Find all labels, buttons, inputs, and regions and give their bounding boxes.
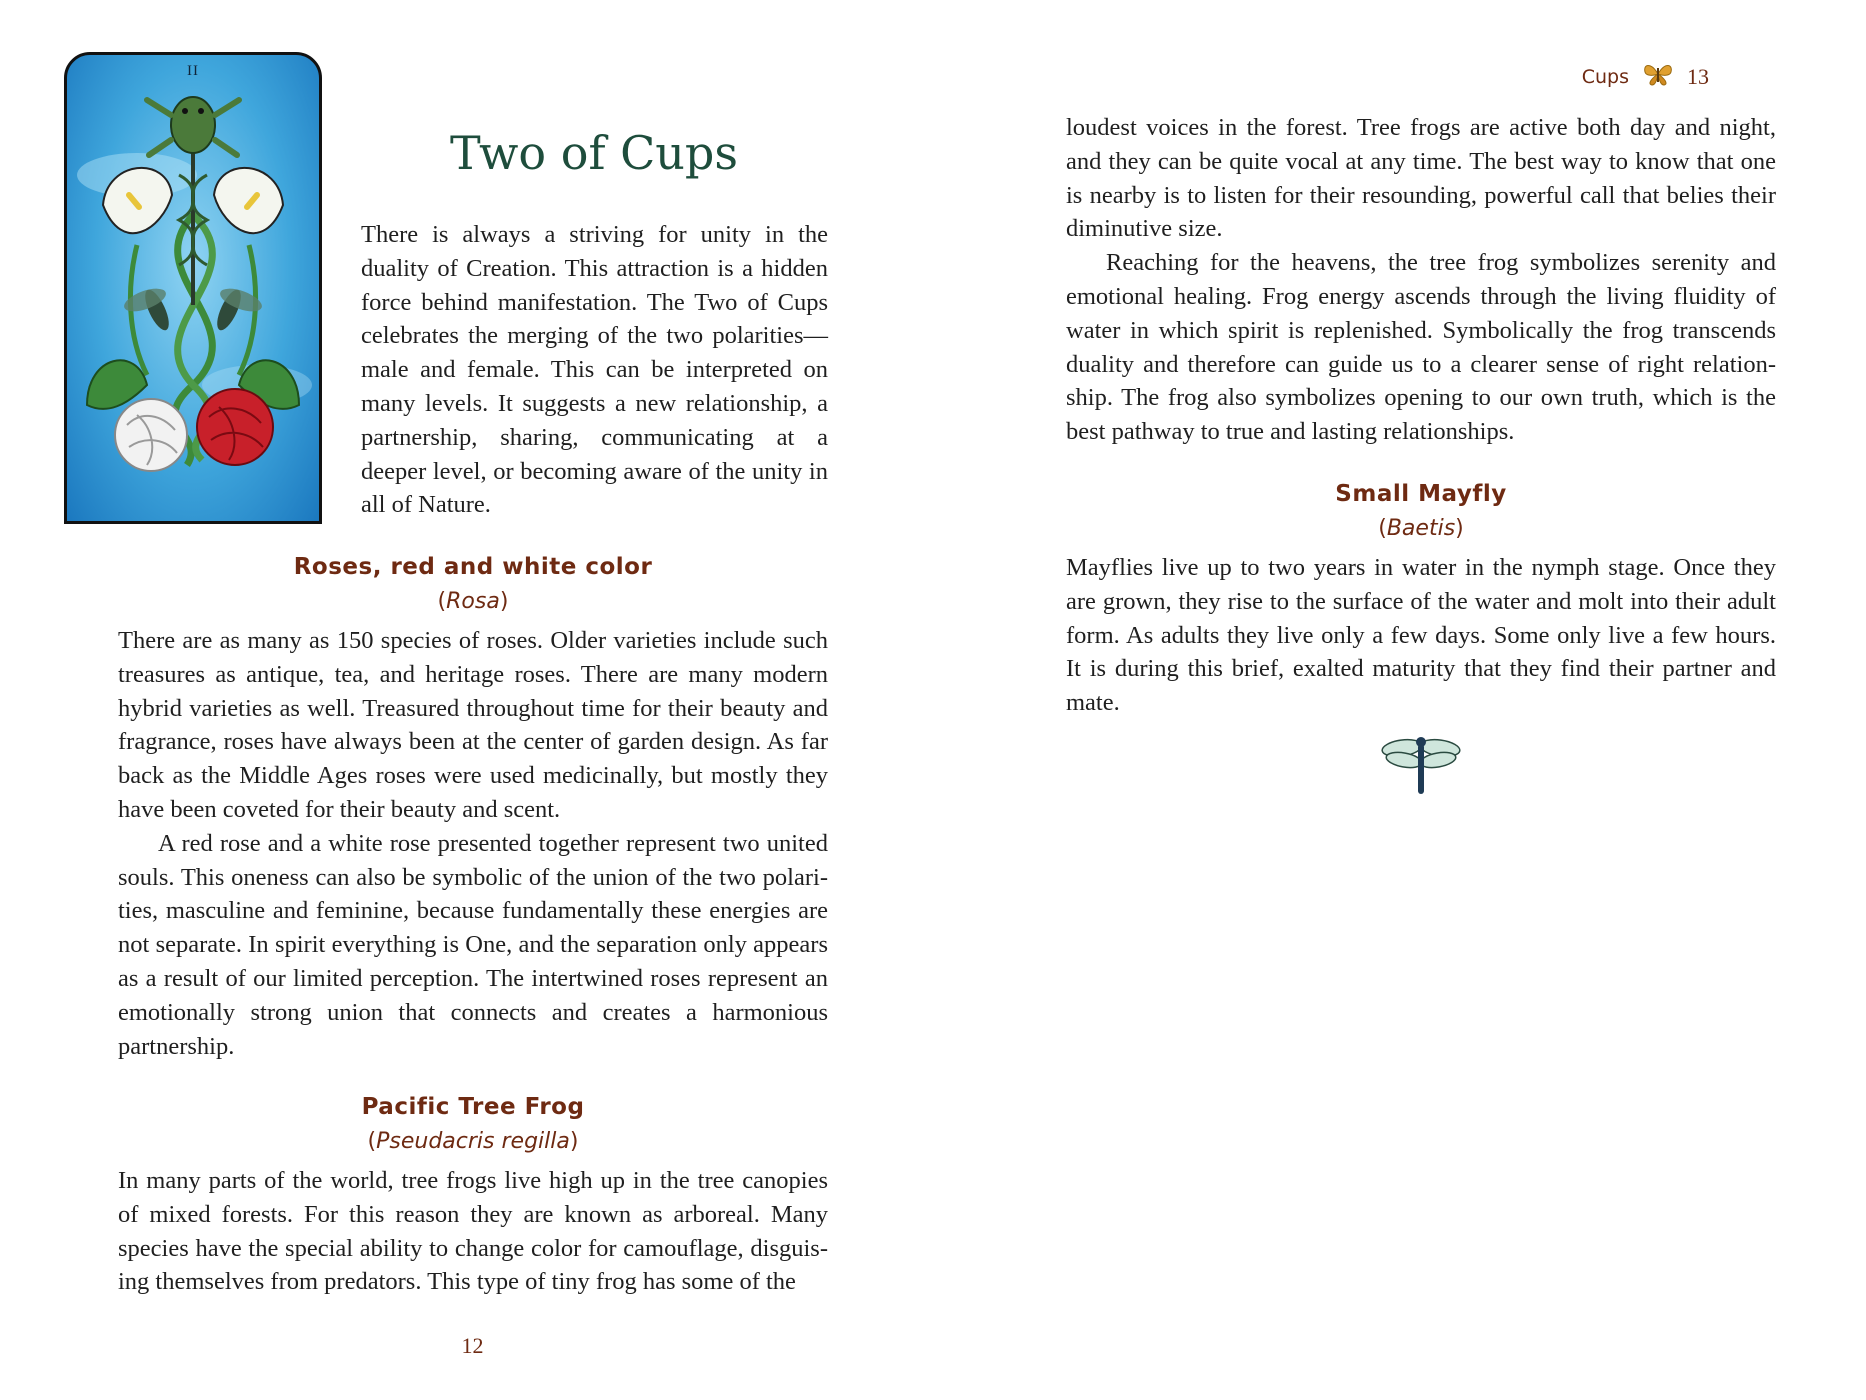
- running-head-section: Cups: [1581, 65, 1629, 88]
- roses-paragraph-2: A red rose and a white rose presented together represent two united souls. This oneness can also be symbolic of the union of the two polarities, masculine and feminine, because fundamentally these energies are not separate. In spirit everything is One, and the separation only appears as a result of our limited perception. The intertwined roses represent an emotionally strong union that connects and creates a harmonious partnership.: [118, 829, 828, 1060]
- right-page: [933, 0, 1866, 1400]
- running-head: [1582, 62, 1709, 91]
- latin-name: Baetis: [1386, 516, 1456, 541]
- two-of-cups-card-illustration: [64, 52, 322, 524]
- tree-frog-continued-text: [1066, 111, 1776, 449]
- tree-frog-text: [118, 1164, 828, 1299]
- latin-name: Pseudacris regilla: [376, 1129, 570, 1154]
- section-heading-tree-frog: Pacific Tree Frog: [361, 1094, 585, 1120]
- card-numeral: II: [187, 63, 199, 79]
- dragonfly-icon: [1380, 734, 1462, 801]
- page-number-left: 12: [461, 1333, 484, 1358]
- tree-frog-paragraph-3: Reaching for the heavens, the tree frog symbolizes serenity and emotional healing. Frog energy ascends through the living fluidity of water in which spirit is replenished. Symbolically the frog transcends duality and therefore can guide us to a clearer sense of right relationship. The frog also symbolizes opening to our own truth, which is the best pathway to true and lasting relationships.: [1066, 249, 1776, 446]
- intro-paragraph: There is always a striving for unity in the duality of Creation. This attraction is a hidden force behind manifestation. The Two of Cups celebrates the merging of the two polarities—male and female. This can be interpreted on many levels. It suggests a new relationship, a partnership, sharing, communicating at a deeper level, or becoming aware of the unity in all of Nature.: [361, 221, 828, 519]
- roses-text: [118, 624, 828, 1063]
- butterfly-icon: [1643, 62, 1673, 91]
- section-latin-roses: (Rosa): [437, 589, 509, 614]
- mayfly-text: [1066, 551, 1776, 720]
- tree-frog-paragraph-continued: loudest voices in the forest. Tree frogs are active both day and night, and they can be quite vocal at any time. The best way to know that one is nearby is to listen for their resounding, powerful call that belies their diminutive size.: [1066, 114, 1776, 243]
- section-heading-mayfly: Small Mayfly: [1335, 481, 1507, 507]
- section-latin-tree-frog: (Pseudacris regilla): [367, 1129, 579, 1154]
- card-title: Two of Cups: [450, 126, 738, 180]
- page-number-right: 13: [1687, 63, 1709, 89]
- roses-paragraph-1: There are as many as 150 species of roses. Older varieties include such treasures as antique, tea, and heritage roses. There are many modern hybrid varieties as well. Treasured throughout time for their beauty and fragrance, roses have always been at the center of garden design. As far back as the Middle Ages roses were used medicinally, but mostly they have been coveted for their beauty and scent.: [118, 627, 828, 823]
- mayfly-paragraph-1: Mayflies live up to two years in water in the nymph stage. Once they are grown, they rise to the surface of the water and molt into their adult form. As adults they live only a few days. Some only live a few hours. It is during this brief, exalted maturity that they find their partner and mate.: [1066, 554, 1776, 717]
- card-artwork: [67, 55, 319, 521]
- latin-name: Rosa: [446, 589, 500, 614]
- section-latin-mayfly: (Baetis): [1378, 516, 1464, 541]
- tree-frog-paragraph-1: In many parts of the world, tree frogs live high up in the tree canopies of mixed forests. For this reason they are known as arboreal. Many species have the special ability to change color for camouflage, disguising themselves from predators. This type of tiny frog has some of the: [118, 1167, 828, 1296]
- section-heading-roses: Roses, red and white color: [293, 554, 653, 580]
